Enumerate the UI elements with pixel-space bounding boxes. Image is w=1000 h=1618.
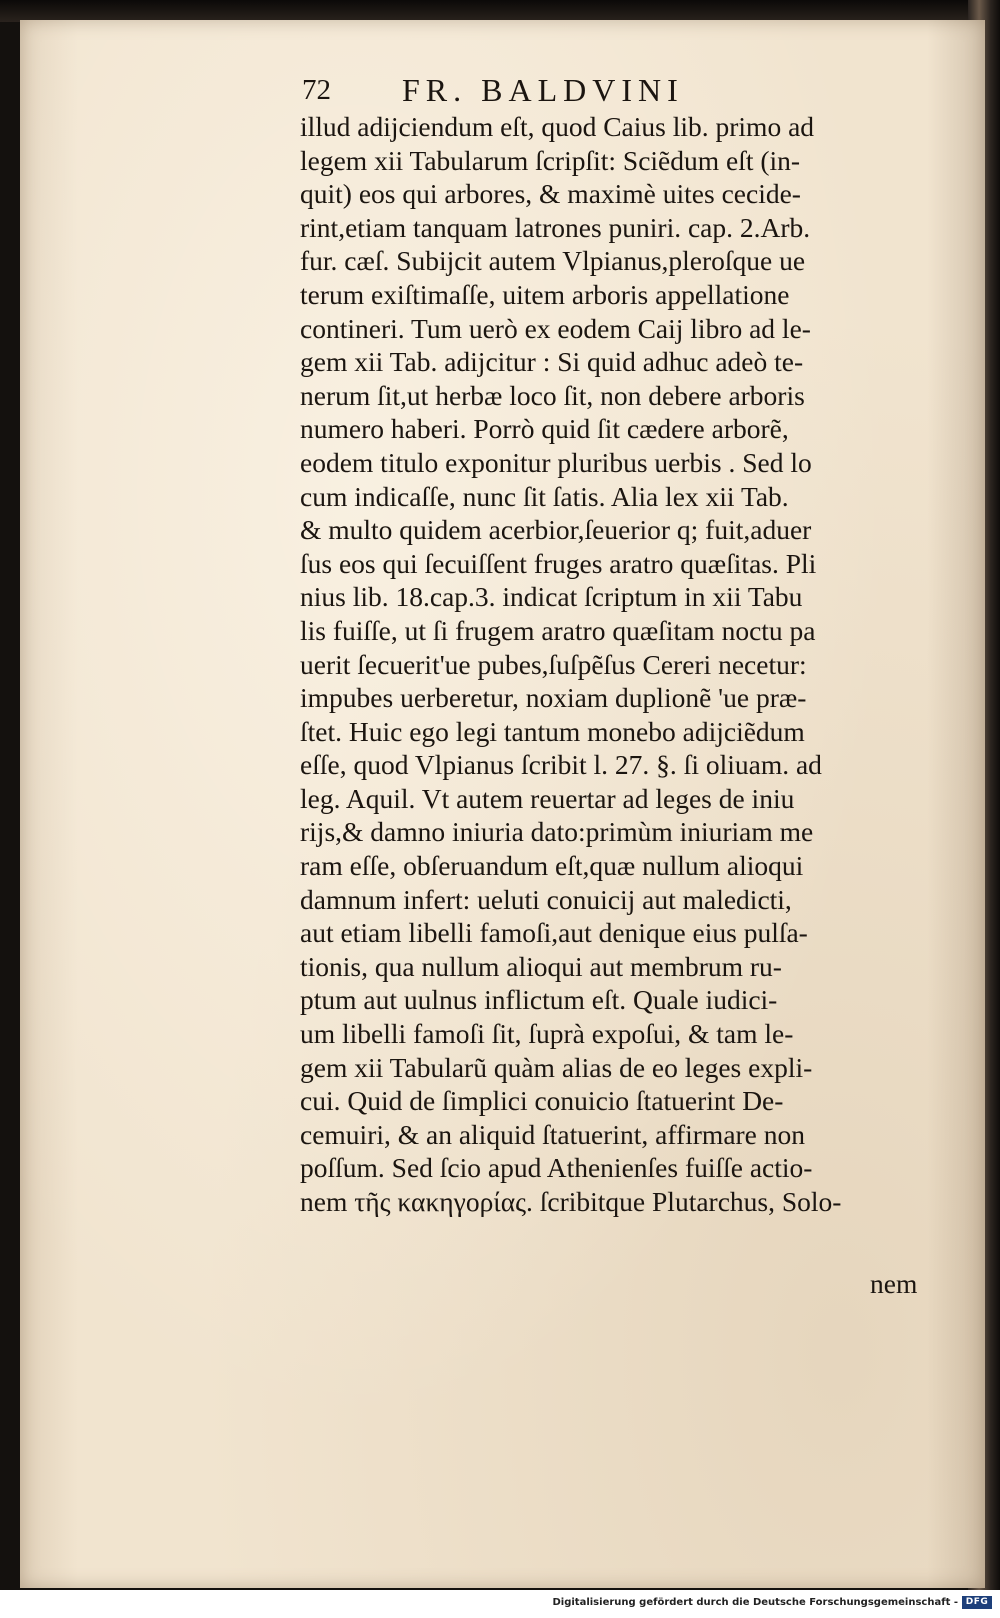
text-line: fur. cæſ. Subijcit autem Vlpianus,pleroſque ue — [300, 245, 806, 277]
text-line: ram eſſe, obſeruandum eſt,quæ nullum alioqui — [300, 850, 804, 882]
text-line: cui. Quid de ſimplici conuicio ſtatuerint De- — [300, 1085, 784, 1117]
text-line: nius lib. 18.cap.3. indicat ſcriptum in xii Tabu — [300, 581, 803, 613]
body-text — [300, 110, 950, 1219]
text-line: nem τῆς κακηγορίας. ſcribitque Plutarchus, Solo- — [300, 1186, 842, 1217]
text-line: cum indicaſſe, nunc ſit ſatis. Alia lex xii Tab. — [300, 480, 789, 512]
text-line: tionis, qua nullum alioqui aut membrum ru- — [300, 950, 782, 982]
text-line: gem xii Tabularũ quàm alias de eo leges expli- — [300, 1051, 813, 1083]
text-line: cemuiri, & an aliquid ſtatuerint, affirmare non — [300, 1118, 806, 1150]
text-line: lis fuiſſe, ut ſi frugem aratro quæſitam noctu pa — [300, 614, 816, 646]
text-line: damnum infert: ueluti conuicij aut maledicti, — [300, 883, 792, 915]
text-line: leg. Aquil. Vt autem reuertar ad leges de iniu — [300, 782, 795, 814]
text-line: eſſe, quod Vlpianus ſcribit l. 27. §. ſi oliuam. ad — [300, 749, 822, 781]
text-line: legem xii Tabularum ſcripſit: Sciẽdum eſt (in- — [300, 144, 801, 176]
text-line: ptum aut uulnus inflictum eſt. Quale iudici- — [300, 984, 778, 1016]
text-line: illud adijciendum eſt, quod Caius lib. primo ad — [300, 111, 815, 142]
text-line: quit) eos qui arbores, & maximè uites cecide- — [300, 178, 801, 210]
text-line: & multo quidem acerbior,ſeuerior q; fuit,aduer — [300, 514, 812, 546]
text-line: contineri. Tum uerò ex eodem Caij libro ad le- — [300, 312, 811, 344]
text-line: gem xii Tab. adijcitur : Si quid adhuc adeò te- — [300, 346, 804, 378]
page-number: 72 — [302, 74, 331, 106]
text-line: terum exiſtimaſſe, uitem arboris appellatione — [300, 278, 790, 310]
text-line: rint,etiam tanquam latrones puniri. cap. 2.Arb. — [300, 211, 811, 243]
text-line: impubes uerberetur, noxiam duplionẽ 'ue præ- — [300, 682, 807, 714]
text-line: ſtet. Huic ego legi tantum monebo adijciẽdum — [300, 715, 805, 747]
text-line: poſſum. Sed ſcio apud Athenienſes fuiſſe actio- — [300, 1152, 813, 1184]
text-line: aut etiam libelli famoſi,aut denique eius pulſa- — [300, 917, 808, 949]
running-head: FR. BALDVINI — [402, 72, 684, 108]
text-line: ſus eos qui ſecuiſſent fruges aratro quæſitas. Pli — [300, 547, 817, 579]
text-line: eodem titulo exponitur pluribus uerbis . Sed lo — [300, 446, 812, 478]
scan-top-edge — [0, 0, 1000, 22]
text-line: rijs,& damno iniuria dato:primùm iniuriam me — [300, 816, 814, 848]
dfg-logo: DFG — [962, 1596, 992, 1609]
catchword: nem — [870, 1268, 918, 1299]
digitization-credit: Digitalisierung gefördert durch die Deutsche Forschungsgemeinschaft - — [552, 1597, 958, 1608]
text-line: nerum ſit,ut herbæ loco ſit, non debere arboris — [300, 379, 805, 411]
text-line: uerit ſecuerit'ue pubes,ſuſpẽſus Cereri necetur: — [300, 648, 807, 680]
text-line: numero haberi. Porrò quid ſit cædere arborẽ, — [300, 413, 789, 445]
text-line: um libelli famoſi ſit, ſuprà expoſui, & tam le- — [300, 1018, 794, 1050]
